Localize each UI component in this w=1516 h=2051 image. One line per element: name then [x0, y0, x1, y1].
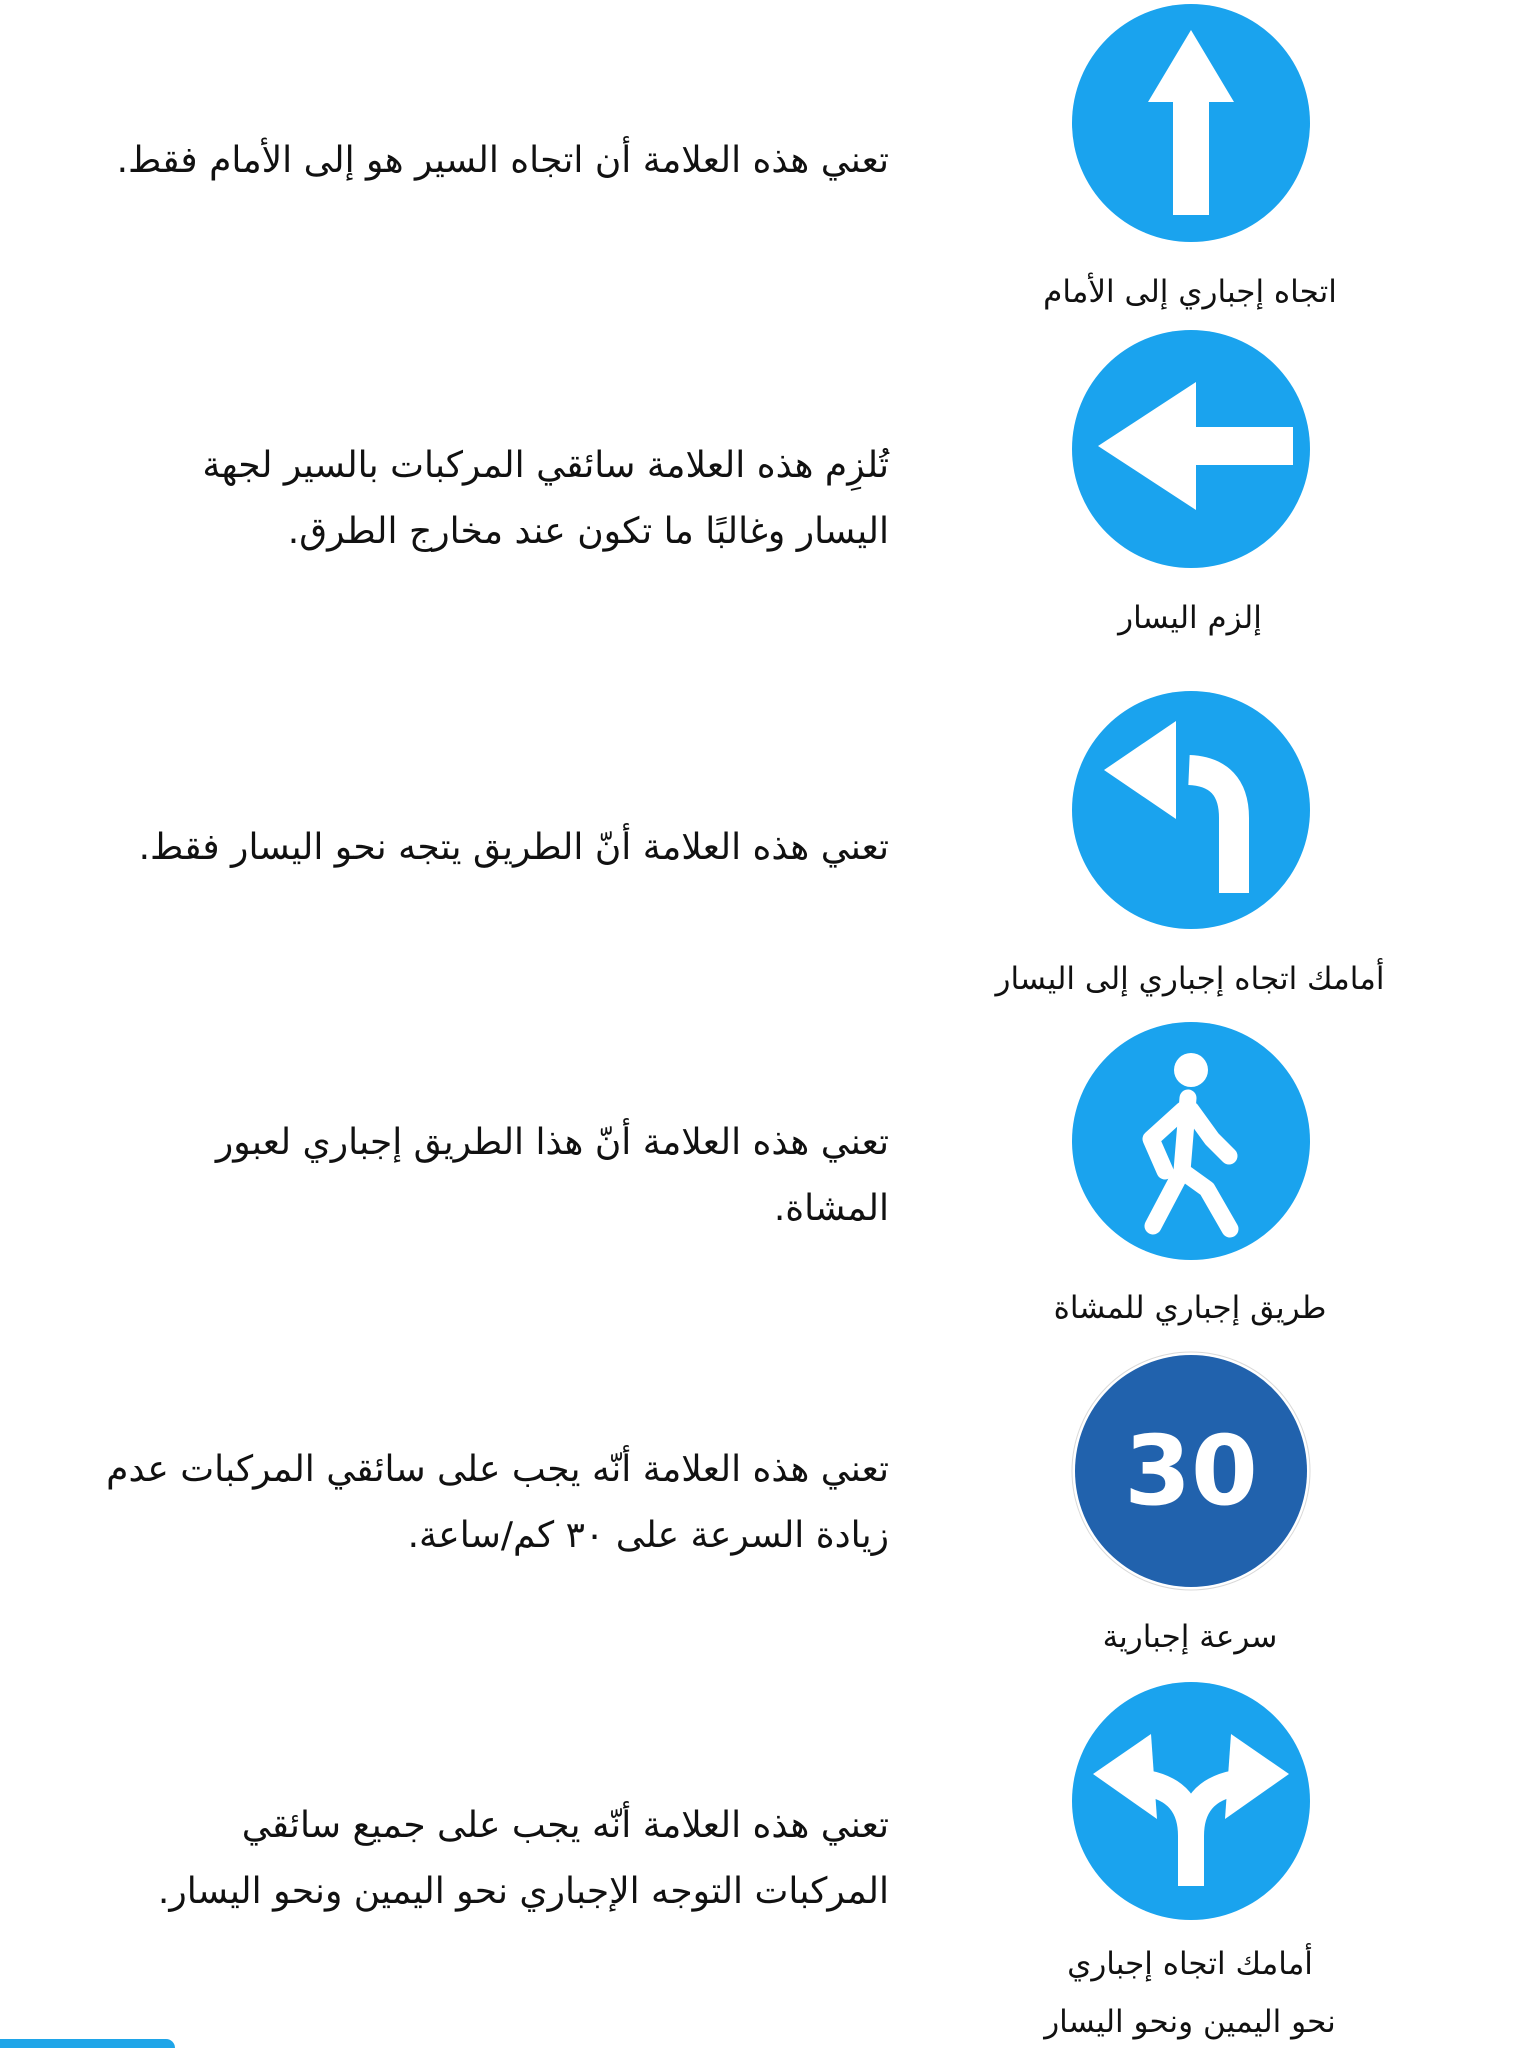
pedestrian-icon — [1071, 1021, 1311, 1261]
sign-description: تُلزِم هذه العلامة سائقي المركبات بالسير لجهة اليسار وغالبًا ما تكون عند مخارج الطرق. — [202, 445, 889, 552]
minimum-speed-icon — [1071, 1351, 1311, 1591]
sign-minimum-speed — [1071, 1351, 1311, 1591]
sign-description: تعني هذه العلامة أنّ هذا الطريق إجباري لعبور المشاة. — [215, 1122, 889, 1229]
speed-value: 30 — [1124, 1415, 1258, 1527]
sign-caption: طريق إجباري للمشاة — [1053, 1290, 1327, 1326]
scroll-indicator — [0, 2039, 175, 2048]
sign-keep-left — [1071, 329, 1311, 569]
straight-ahead-arrow-icon — [1071, 3, 1311, 243]
keep-left-arrow-icon — [1071, 329, 1311, 569]
sign-description: تعني هذه العلامة أنّه يجب على سائقي المركبات عدم زيادة السرعة على ٣٠ كم/ساعة. — [106, 1449, 889, 1556]
split-left-right-arrow-icon — [1071, 1681, 1311, 1921]
sign-description: تعني هذه العلامة أنّ الطريق يتجه نحو اليسار فقط. — [138, 827, 889, 868]
sign-caption: اتجاه إجباري إلى الأمام — [1043, 274, 1337, 310]
sign-turn-left-ahead — [1071, 690, 1311, 930]
sign-caption: سرعة إجبارية — [1102, 1619, 1278, 1655]
sign-straight-ahead — [1071, 3, 1311, 243]
turn-left-ahead-arrow-icon — [1071, 690, 1311, 930]
sign-caption: إلزم اليسار — [1118, 600, 1262, 636]
sign-description: تعني هذه العلامة أنّه يجب على جميع سائقي المركبات التوجه الإجباري نحو اليمين ونحو اليسار. — [157, 1805, 889, 1912]
sign-split-left-right — [1071, 1681, 1311, 1921]
sign-caption-line: أمامك اتجاه إجباري — [1067, 1946, 1313, 1982]
sign-description: تعني هذه العلامة أن اتجاه السير هو إلى الأمام فقط. — [116, 140, 889, 181]
sign-caption: أمامك اتجاه إجباري إلى اليسار — [995, 961, 1385, 997]
sign-caption — [960, 1935, 1420, 2051]
sign-caption-line: نحو اليمين ونحو اليسار — [1044, 2004, 1336, 2040]
sign-pedestrian — [1071, 1021, 1311, 1261]
